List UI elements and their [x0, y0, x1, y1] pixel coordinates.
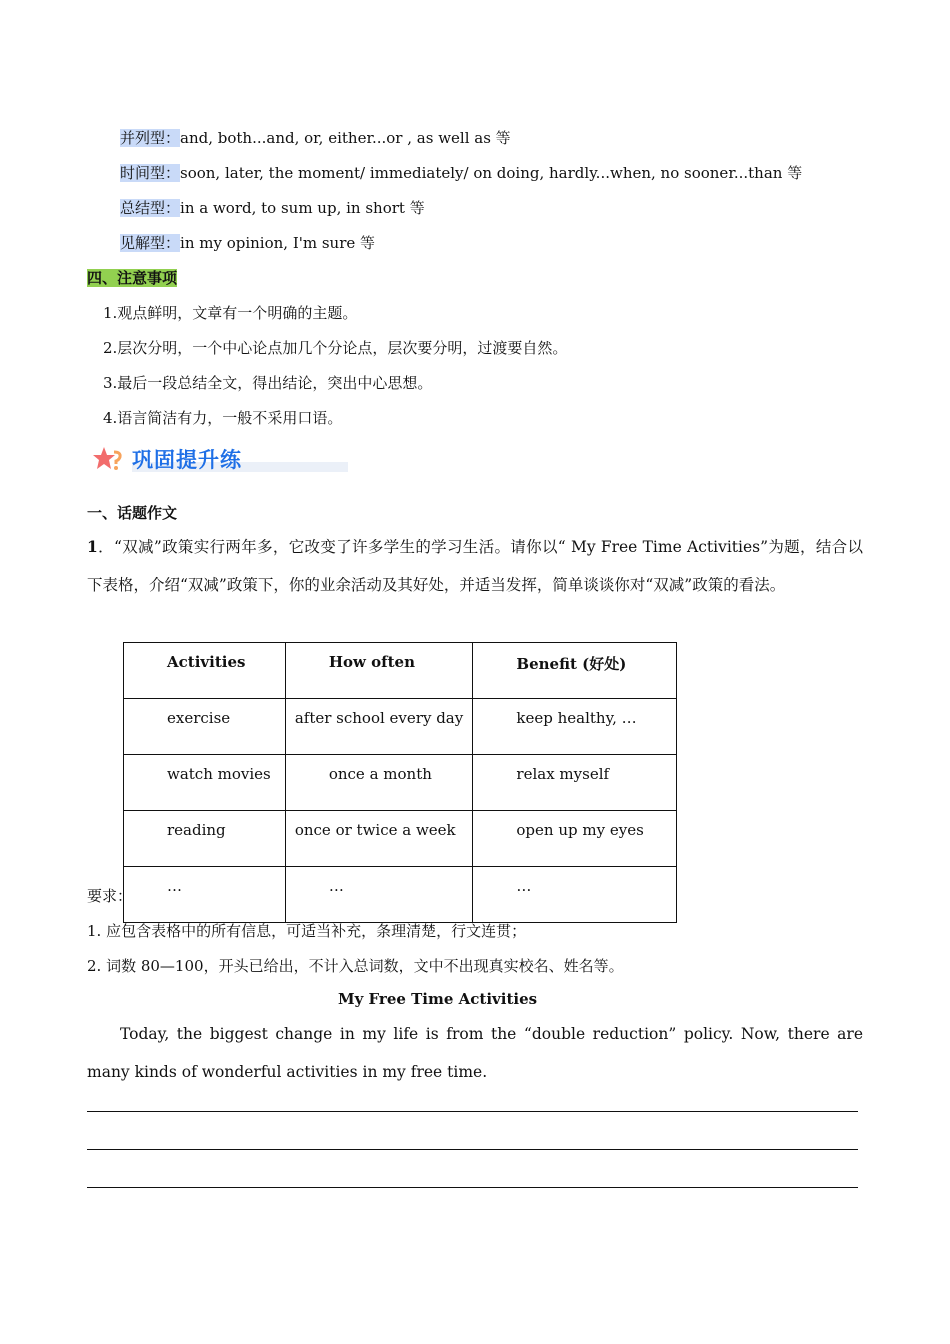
table-cell: …: [124, 867, 286, 923]
essay-title: My Free Time Activities: [338, 990, 538, 1008]
table-cell: reading: [124, 811, 286, 867]
star-icon: [92, 446, 124, 472]
notes-heading: [87, 267, 177, 288]
table-cell: relax myself: [473, 755, 677, 811]
connector-line-parallel: [120, 127, 511, 148]
table-header-cell: Benefit (好处): [473, 643, 677, 699]
table-header-cell: How often: [285, 643, 473, 699]
section-heading: 一、话题作文: [87, 504, 178, 522]
table-row: [124, 755, 677, 811]
connector-line-opinion: [120, 232, 375, 253]
connector-label: 见解型：: [120, 234, 181, 252]
writing-line[interactable]: [87, 1149, 858, 1150]
writing-line[interactable]: [87, 1111, 858, 1112]
table-cell: …: [473, 867, 677, 923]
section-banner: [90, 442, 260, 476]
table-cell: keep healthy, …: [473, 699, 677, 755]
essay-opening: Today, the biggest change in my life is from the “double reduction” policy. Now, there are many kinds of wonderful activities in my free time.: [87, 1025, 863, 1081]
note-item: 4.语言简洁有力，一般不采用口语。: [103, 409, 343, 427]
requirement-item: 1. 应包含表格中的所有信息，可适当补充，条理清楚，行文连贯；: [87, 922, 527, 940]
connector-text: in my opinion, I'm sure 等: [180, 234, 376, 252]
table-cell: …: [285, 867, 473, 923]
table-header-row: [124, 643, 677, 699]
connector-text: and, both...and, or, either...or , as well as 等: [180, 129, 511, 147]
table-cell: once a month: [285, 755, 473, 811]
table-cell: open up my eyes: [473, 811, 677, 867]
table-cell: watch movies: [124, 755, 286, 811]
table-header-cell: Activities: [124, 643, 286, 699]
notes-heading-text: 四、注意事项: [87, 269, 178, 287]
table-row: [124, 811, 677, 867]
note-item: 2.层次分明，一个中心论点加几个分论点，层次要分明，过渡要自然。: [103, 339, 568, 357]
table-row: [124, 699, 677, 755]
requirements-label: 要求：: [87, 887, 133, 905]
table-cell: after school every day: [285, 699, 473, 755]
table-cell: once or twice a week: [285, 811, 473, 867]
activities-table: [123, 642, 677, 923]
connector-label: 总结型：: [120, 199, 181, 217]
table-cell: exercise: [124, 699, 286, 755]
question-number: 1: [87, 537, 98, 556]
question-body: ．“双减”政策实行两年多，它改变了许多学生的学习生活。请你以“ My Free Time Activities”为题，结合以下表格，介绍“双减”政策下，你的业余活动及其好处，并适当发挥，简单谈谈你对“双减”政策的看法。: [87, 538, 863, 594]
note-item: 3.最后一段总结全文，得出结论，突出中心思想。: [103, 374, 433, 392]
connector-label: 并列型：: [120, 129, 181, 147]
table-row: [124, 867, 677, 923]
connector-text: in a word, to sum up, in short 等: [180, 199, 425, 217]
connector-label: 时间型：: [120, 164, 181, 182]
connector-text: soon, later, the moment/ immediately/ on doing, hardly...when, no sooner...than 等: [180, 164, 803, 182]
question-text: [87, 528, 863, 604]
connector-line-summary: [120, 197, 425, 218]
banner-text: 巩固提升练: [132, 448, 242, 472]
writing-line[interactable]: [87, 1187, 858, 1188]
connector-line-time: [120, 162, 802, 183]
requirement-item: 2. 词数 80—100，开头已给出，不计入总词数，文中不出现真实校名、姓名等。: [87, 957, 624, 975]
note-item: 1.观点鲜明，文章有一个明确的主题。: [103, 304, 358, 322]
